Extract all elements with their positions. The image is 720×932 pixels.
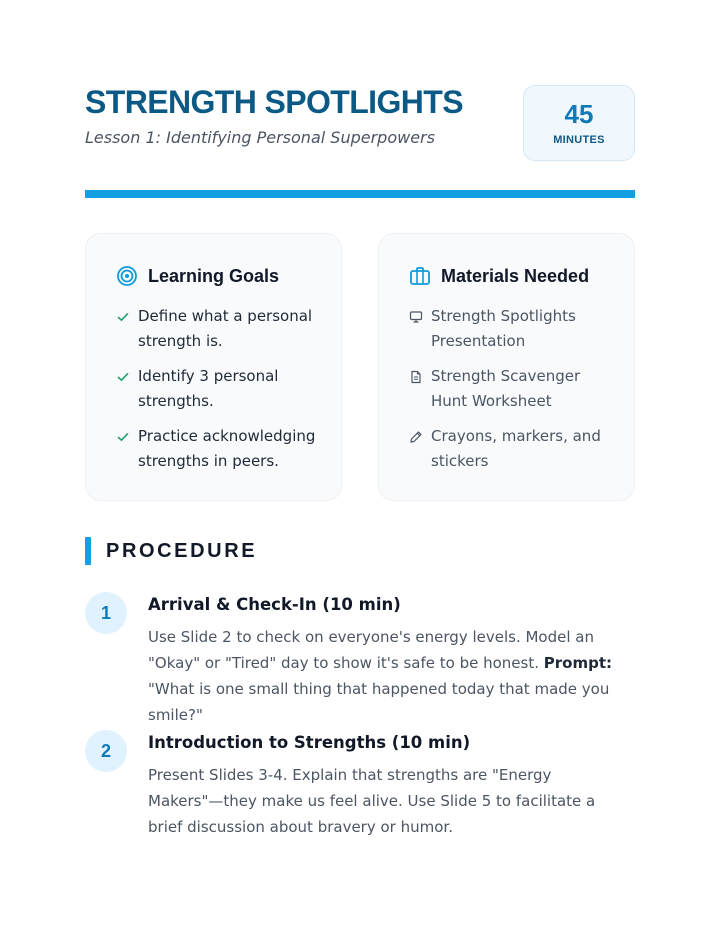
learning-goals-title: Learning Goals (148, 265, 280, 286)
step-body (148, 592, 630, 728)
goal-text: Define what a personal strength is. (138, 307, 313, 350)
step-number-badge: 1 (85, 592, 127, 634)
materials-list (409, 304, 619, 484)
learning-goals-list (116, 304, 326, 484)
material-text: Crayons, markers, and stickers (431, 427, 601, 470)
materials-header (409, 264, 589, 288)
list-item (116, 364, 326, 414)
list-item (116, 304, 326, 354)
materials-title: Materials Needed (441, 265, 590, 286)
step-body (148, 730, 630, 840)
goal-text: Identify 3 personal strengths. (138, 367, 279, 410)
procedure-title: PROCEDURE (106, 539, 258, 562)
materials-card (378, 233, 635, 501)
list-item (409, 304, 619, 354)
check-icon (116, 370, 130, 384)
monitor-icon (409, 310, 423, 324)
step-number-badge: 2 (85, 730, 127, 772)
lesson-header (85, 84, 635, 164)
step-title: Arrival & Check-In (10 min) (148, 595, 401, 614)
header-divider (85, 190, 635, 198)
check-icon (116, 310, 130, 324)
duration-value: 45 (564, 99, 594, 129)
material-text: Strength Spotlights Presentation (431, 307, 576, 350)
goal-text: Practice acknowledging strengths in peers. (138, 427, 316, 470)
procedure-accent-bar (85, 537, 91, 565)
briefcase-icon (409, 265, 431, 287)
duration-badge (523, 85, 635, 161)
step-description-text: Use Slide 2 to check on everyone's energy levels. Model an "Okay" or "Tired" day to show it's safe to be honest. (148, 628, 594, 672)
pencil-icon (409, 430, 423, 444)
document-icon (409, 370, 423, 384)
learning-goals-card (85, 233, 342, 501)
step-title: Introduction to Strengths (10 min) (148, 733, 471, 752)
prompt-text: "What is one small thing that happened today that made you smile?" (148, 680, 610, 724)
material-text: Strength Scavenger Hunt Worksheet (431, 367, 581, 410)
page-title: STRENGTH SPOTLIGHTS (85, 84, 463, 120)
learning-goals-header (116, 264, 279, 288)
list-item (409, 424, 619, 474)
list-item (409, 364, 619, 414)
prompt-label: Prompt: (543, 654, 613, 672)
step-description: Present Slides 3-4. Explain that strengths are "Energy Makers"—they make us feel alive. Use Slide 5 to facilitate a brief discussion about bravery or humor. (148, 766, 596, 836)
duration-unit: MINUTES (553, 134, 605, 146)
list-item (116, 424, 326, 474)
target-icon (116, 265, 138, 287)
check-icon (116, 430, 130, 444)
procedure-header (85, 537, 257, 565)
lesson-subtitle: Lesson 1: Identifying Personal Superpowers (85, 128, 435, 147)
step-description (148, 624, 630, 728)
